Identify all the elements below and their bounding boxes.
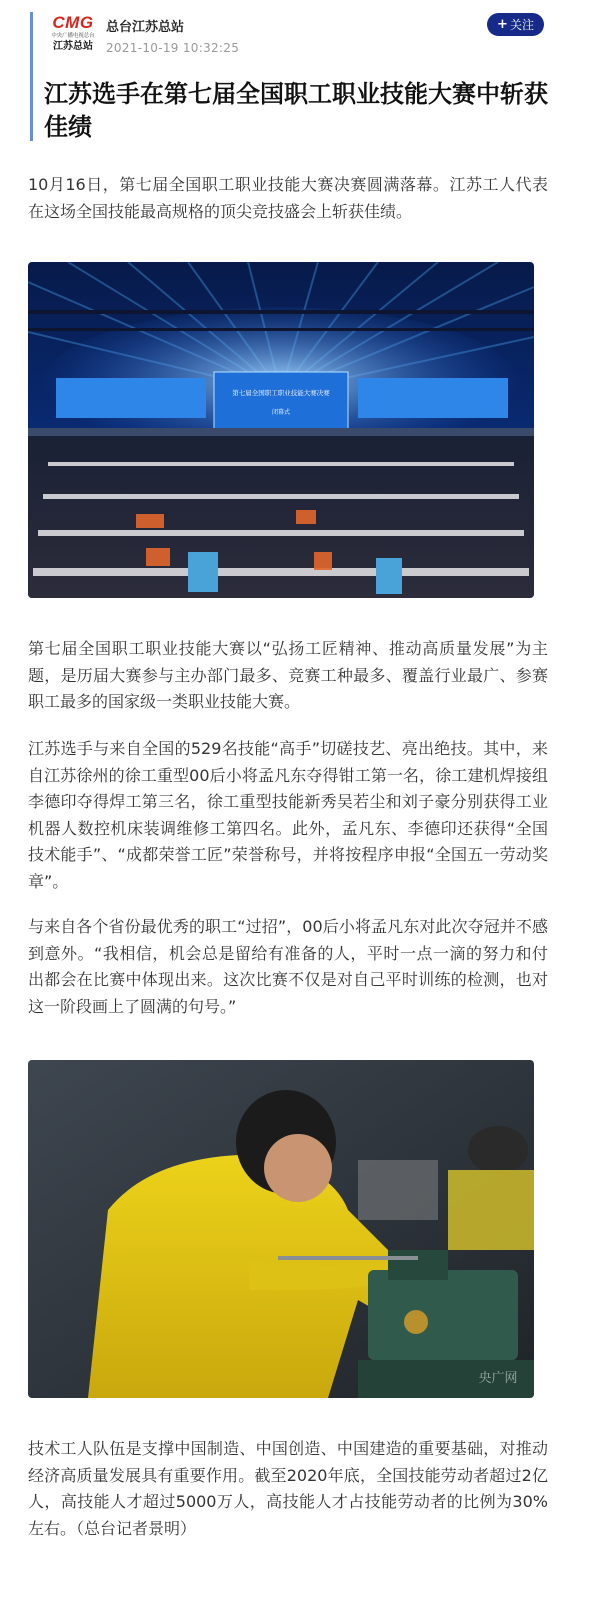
article-paragraph-3: 江苏选手与来自全国的529名技能“高手”切磋技艺、亮出绝技。其中，来自江苏徐州的徐工重型00后小将孟凡东夺得钳工第一名，徐工建机焊接组李德印夺得焊工第三名，徐工重型技能新秀吴若尘和刘子豪分别获得工业机器人数控机床装调维修工第四名。此外，孟凡东、李德印还获得“全国技术能手”、“成都荣誉工匠”荣誉称号，并将按程序申报“全国五一劳动奖章”。 [28, 739, 548, 891]
follow-button[interactable] [487, 13, 544, 36]
logo-station: 江苏总站 [53, 41, 93, 52]
article-title: 江苏选手在第七届全国职工职业技能大赛中斩获佳绩 [44, 80, 548, 141]
logo-subtitle: 中央广播电视总台 [51, 32, 95, 39]
worker-photo[interactable] [28, 1060, 534, 1398]
photo-watermark: 央广网 [478, 1371, 518, 1386]
article-paragraph-2: 第七届全国职工职业技能大赛以“弘扬工匠精神、推动高质量发展”为主题，是历届大赛参与主办部门最多、竞赛工种最多、覆盖行业最广、参赛职工最多的国家级一类职业技能大赛。 [28, 639, 548, 711]
screen-title: 第七届全国职工职业技能大赛决赛 [232, 389, 330, 397]
article-paragraph-5: 技术工人队伍是支撑中国制造、中国创造、中国建造的重要基础，对推动经济高质量发展具有重要作用。截至2020年底，全国技能劳动者超过2亿人，高技能人才超过5000万人，高技能人才占技能劳动者的比例为30%左右。（总台记者景明） [28, 1439, 548, 1538]
source-name[interactable]: 总台江苏总站 [106, 20, 185, 35]
logo-brand: CMG [52, 13, 94, 32]
screen-subtitle: 闭幕式 [271, 409, 291, 416]
article-paragraph-1: 10月16日，第七届全国职工职业技能大赛决赛圆满落幕。江苏工人代表在这场全国技能最高规格的顶尖竞技盛会上斩获佳绩。 [28, 175, 548, 221]
cmg-logo [48, 14, 98, 60]
article-header [0, 0, 600, 150]
title-accent-bar [30, 12, 33, 141]
article-paragraph-4: 与来自各个省份最优秀的职工“过招”，00后小将孟凡东对此次夺冠并不感到意外。“我相信，机会总是留给有准备的人，平时一点一滴的努力和付出都会在比赛中体现出来。这次比赛不仅是对自己平时训练的检测，也对这一阶段画上了圆满的句号。” [28, 917, 548, 1016]
ceremony-photo[interactable] [28, 262, 534, 598]
publish-timestamp: 2021-10-19 10:32:25 [106, 41, 240, 55]
follow-label: 关注 [509, 18, 534, 32]
plus-icon: + [497, 17, 508, 32]
